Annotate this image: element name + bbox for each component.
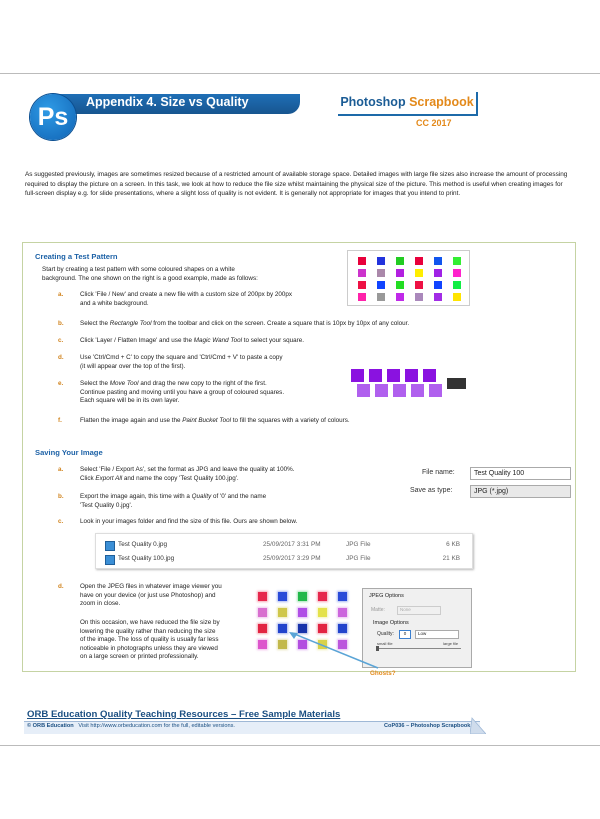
quality-preset-select: Low xyxy=(415,630,459,639)
quality-slider-track xyxy=(377,648,461,649)
step-text: (it will appear over the top of the first). xyxy=(80,362,186,370)
step-letter: a. xyxy=(58,466,64,473)
pattern-square xyxy=(453,257,461,265)
step-letter: c. xyxy=(58,518,64,525)
step-1d xyxy=(58,354,348,374)
top-rule xyxy=(0,73,600,74)
step-2c xyxy=(58,518,498,528)
step-text: of '0' and the name xyxy=(211,493,267,500)
ghosts-label: Ghosts? xyxy=(370,670,396,677)
tool-name: Paint Bucket Tool xyxy=(182,417,232,424)
pattern-square xyxy=(258,608,267,617)
file-list-image xyxy=(95,533,473,569)
pattern-square xyxy=(377,257,385,265)
step-2a xyxy=(58,466,378,486)
pattern-square xyxy=(396,281,404,289)
purple-square xyxy=(375,384,388,397)
large-file-label: large file xyxy=(443,641,459,646)
file-type: JPG File xyxy=(346,555,371,562)
step-text: Click xyxy=(80,474,96,482)
step-text: Click 'Layer / Flatten Image' and use the xyxy=(80,337,194,344)
arrow-icon xyxy=(286,630,382,672)
purple-square xyxy=(387,369,400,382)
pattern-square xyxy=(258,640,267,649)
footer-visit: Visit http://www.orbeducation.com for the full, editable versions. xyxy=(78,723,235,729)
tool-name: Move Tool xyxy=(109,380,139,387)
menu-name: Export All xyxy=(95,474,123,482)
step-letter: d. xyxy=(58,583,64,590)
pattern-square xyxy=(258,592,267,601)
step-letter: b. xyxy=(58,493,64,500)
step-text: Select the xyxy=(80,380,110,387)
step-2b xyxy=(58,493,378,513)
file-name-field: Test Quality 100 xyxy=(470,467,571,480)
step-text: Continue pasting and moving until you have a group of coloured squares. xyxy=(80,388,285,396)
file-size: 6 KB xyxy=(446,541,460,548)
paragraph-line: lowering the quality rather than reducing the size xyxy=(80,627,216,635)
purple-square xyxy=(411,384,424,397)
pattern-square xyxy=(278,592,287,601)
pattern-square xyxy=(377,281,385,289)
file-type: JPG File xyxy=(346,541,371,548)
save-as-type-field: JPG (*.jpg) xyxy=(470,485,571,498)
footer-code: CoP036 – Photoshop Scrapbook xyxy=(384,723,471,729)
file-date: 25/09/2017 3:31 PM xyxy=(263,541,321,548)
step-text: and name the copy 'Test Quality 100.jpg'. xyxy=(122,474,239,482)
step-text: Each square will be in its own layer. xyxy=(80,397,180,405)
section-title-saving: Saving Your Image xyxy=(35,448,103,457)
pattern-square xyxy=(396,269,404,277)
pattern-square xyxy=(415,269,423,277)
paragraph-line: On this occasion, we have reduced the file size by xyxy=(80,619,220,626)
step-letter: e. xyxy=(58,380,64,387)
file-row xyxy=(96,553,472,565)
pattern-square xyxy=(396,293,404,301)
step-1a xyxy=(58,291,338,311)
move-tooltip xyxy=(447,378,466,389)
step-letter: b. xyxy=(58,320,64,327)
step-letter: f. xyxy=(58,417,62,424)
purple-square xyxy=(393,384,406,397)
option-name: Quality xyxy=(191,493,212,500)
step-text: Click 'File / New' and create a new file with a custom size of 200px by 200px xyxy=(80,291,293,298)
paragraph-line: noticeable in photographs unless they are viewed xyxy=(80,644,218,652)
step-text: have on your device (or just use Photoshop) and xyxy=(80,591,216,599)
quality-label: Quality: xyxy=(377,631,394,637)
step-text: Export the image again, this time with a xyxy=(80,493,192,500)
step-text: 'Test Quality 0.jpg'. xyxy=(80,501,133,509)
section1-intro-line1: Start by creating a test pattern with some coloured shapes on a white xyxy=(42,266,235,273)
footer-title: ORB Education Quality Teaching Resources – Free Sample Materials xyxy=(27,709,341,720)
brand-part1: Photoshop xyxy=(340,95,406,109)
pattern-square xyxy=(377,269,385,277)
step-text: and a white background. xyxy=(80,299,149,307)
step-text: Select 'File / Export As', set the format as JPG and leave the quality at 100%. xyxy=(80,466,295,473)
section-title-test-pattern: Creating a Test Pattern xyxy=(35,252,118,261)
paragraph-line: on a large screen or printed professionally. xyxy=(80,653,199,661)
quality-paragraph xyxy=(80,619,260,662)
pattern-square xyxy=(278,608,287,617)
save-dialog-image xyxy=(400,466,574,504)
step-text: and drag the new copy to the right of the first. xyxy=(138,380,267,387)
step-2d xyxy=(58,583,248,611)
pattern-square xyxy=(258,624,267,633)
pattern-square xyxy=(377,293,385,301)
pattern-square xyxy=(298,592,307,601)
pattern-square xyxy=(434,281,442,289)
step-text: to fill the squares with a variety of colours. xyxy=(231,417,350,424)
page-title: Appendix 4. Size vs Quality xyxy=(86,95,249,109)
pattern-square xyxy=(453,281,461,289)
purple-squares-image xyxy=(347,366,468,400)
purple-square xyxy=(405,369,418,382)
bottom-rule xyxy=(0,745,600,746)
step-letter: c. xyxy=(58,337,64,344)
file-date: 25/09/2017 3:29 PM xyxy=(263,555,321,562)
step-1f xyxy=(58,417,518,427)
file-name-label: File name: xyxy=(422,469,455,476)
pattern-square xyxy=(298,608,307,617)
tool-name: Rectangle Tool xyxy=(109,320,152,327)
step-text: Select the xyxy=(80,320,110,327)
matte-select: None xyxy=(397,606,441,615)
jpg-file-icon xyxy=(105,541,115,551)
pattern-square xyxy=(318,592,327,601)
brand-part2: Scrapbook xyxy=(409,95,474,109)
save-as-type-label: Save as type: xyxy=(410,487,453,494)
purple-square xyxy=(369,369,382,382)
file-size: 21 KB xyxy=(442,555,460,562)
pattern-square xyxy=(415,293,423,301)
quality-input: 0 xyxy=(399,630,411,639)
image-options-label: Image Options xyxy=(373,620,409,626)
pattern-square xyxy=(338,608,347,617)
pattern-square xyxy=(453,293,461,301)
pattern-square xyxy=(318,608,327,617)
step-1e xyxy=(58,380,348,408)
pattern-square xyxy=(434,269,442,277)
version-label: CC 2017 xyxy=(416,118,452,128)
purple-square xyxy=(357,384,370,397)
pattern-square xyxy=(415,257,423,265)
intro-paragraph: As suggested previously, images are sometimes resized because of a restricted amount of available storage space. Detailed images with large file sizes also increase the amount of processing required to display the picture on a screen. In this task, we look at how to reduce the file size whilst maintaining the physical size of the picture. This method is useful when creating images for full-screen display e.g. for slide presentations, where a slight loss of quality is not evident. It is generally not appropriate for images that you intend to print. xyxy=(25,171,568,198)
brand-title xyxy=(338,92,478,116)
step-text: to select your square. xyxy=(242,337,304,344)
step-text: Use 'Ctrl/Cmd + C' to copy the square and 'Ctrl/Cmd + V' to paste a copy xyxy=(80,354,283,361)
dialog-title: JPEG Options xyxy=(369,593,404,599)
purple-square xyxy=(351,369,364,382)
jpg-file-icon xyxy=(105,555,115,565)
step-text: zoom in close. xyxy=(80,600,121,608)
step-text: Flatten the image again and use the xyxy=(80,417,183,424)
pattern-square xyxy=(338,592,347,601)
footer-left xyxy=(27,723,235,729)
small-file-label: small file xyxy=(377,641,393,646)
pattern-square xyxy=(415,281,423,289)
file-name: Test Quality 100.jpg xyxy=(118,555,175,562)
tool-name: Magic Wand Tool xyxy=(193,337,243,344)
step-text: Look in your images folder and find the size of this file. Ours are shown below. xyxy=(80,518,298,525)
photoshop-logo-icon: Ps xyxy=(30,94,76,140)
pattern-square xyxy=(358,281,366,289)
paragraph-line: of the image. The loss of quality is usually far less xyxy=(80,636,219,644)
pattern-square xyxy=(396,257,404,265)
pattern-square xyxy=(434,257,442,265)
purple-square xyxy=(423,369,436,382)
file-row xyxy=(96,539,472,551)
test-pattern-image xyxy=(347,250,470,306)
step-text: Open the JPEG files in whatever image viewer you xyxy=(80,583,222,590)
step-text: from the toolbar and click on the screen. Create a square that is 10px by 10px of any colour. xyxy=(151,320,410,327)
pattern-square xyxy=(358,257,366,265)
file-name: Test Quality 0.jpg xyxy=(118,541,168,548)
footer-copyright: © ORB Education xyxy=(27,723,74,729)
pattern-square xyxy=(453,269,461,277)
step-1c xyxy=(58,337,458,347)
step-letter: d. xyxy=(58,354,64,361)
matte-label: Matte: xyxy=(371,607,385,613)
section1-intro-line2: background. The one shown on the right is a good example, made as follows: xyxy=(42,275,258,282)
pattern-square xyxy=(358,293,366,301)
pattern-square xyxy=(434,293,442,301)
pattern-square xyxy=(358,269,366,277)
footer-corner-icon xyxy=(470,712,486,734)
step-1b xyxy=(58,320,578,330)
purple-square xyxy=(429,384,442,397)
step-letter: a. xyxy=(58,291,64,298)
